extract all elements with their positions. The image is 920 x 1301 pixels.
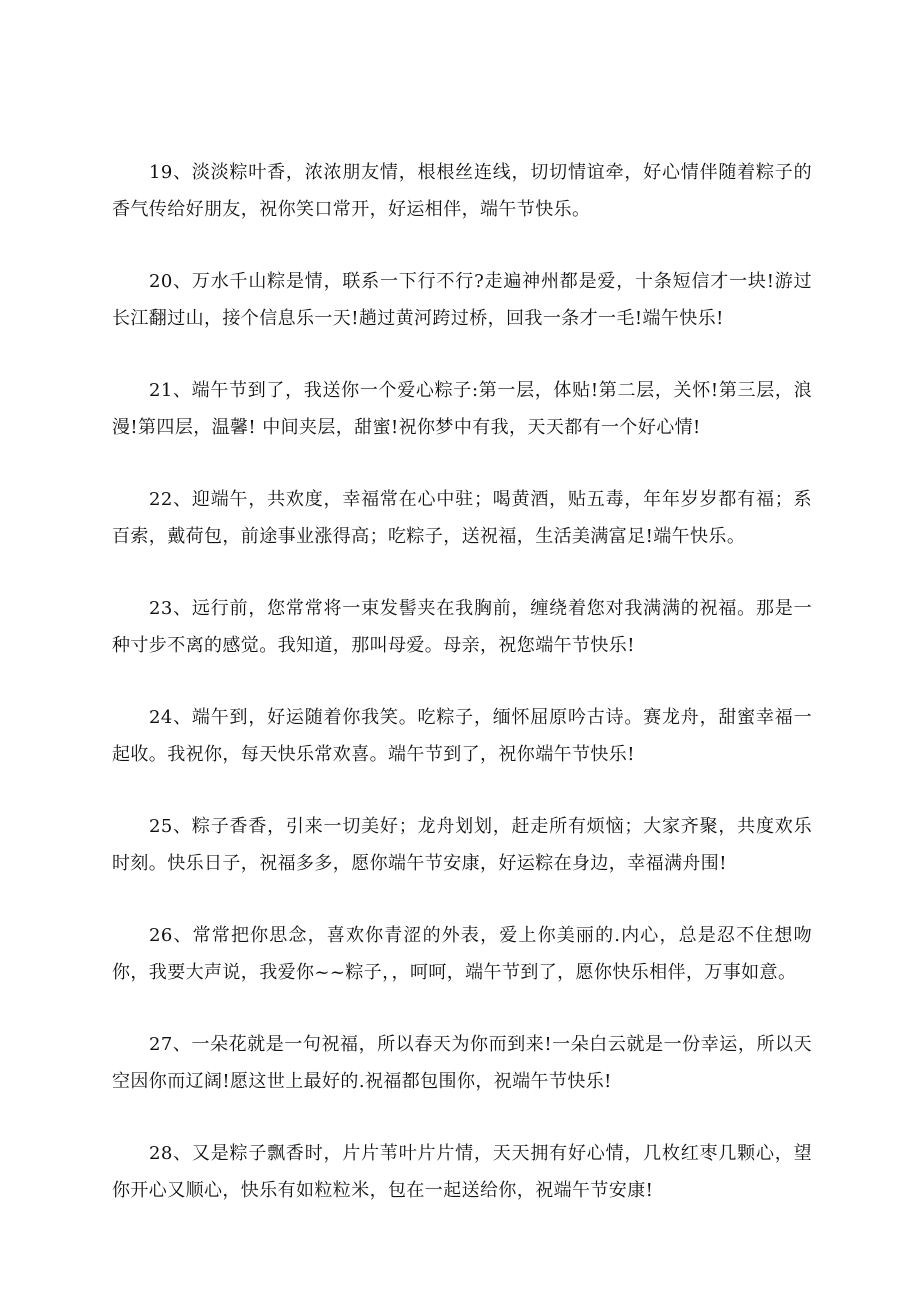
paragraph-28: 28、又是粽子飘香时，片片苇叶片片情，天天拥有好心情，几枚红枣几颗心，望你开心又顺心，快乐有如粒粒米，包在一起送给你，祝端午节安康! xyxy=(112,1143,812,1201)
paragraph-25: 25、粽子香香，引来一切美好；龙舟划划，赶走所有烦恼；大家齐聚，共度欢乐时刻。快乐日子，祝福多多，愿你端午节安康，好运粽在身边，幸福满舟围! xyxy=(112,816,812,874)
paragraph-22: 22、迎端午，共欢度，幸福常在心中驻；喝黄酒，贴五毒，年年岁岁都有福；系百索，戴荷包，前途事业涨得高；吃粽子，送祝福，生活美满富足!端午快乐。 xyxy=(112,489,812,547)
paragraph-26: 26、常常把你思念，喜欢你青涩的外表，爱上你美丽的.内心，总是忍不住想吻你，我要大声说，我爱你~~粽子，，呵呵，端午节到了，愿你快乐相伴，万事如意。 xyxy=(112,925,812,983)
paragraph-19: 19、淡淡粽叶香，浓浓朋友情，根根丝连线，切切情谊牵，好心情伴随着粽子的香气传给好朋友，祝你笑口常开，好运相伴，端午节快乐。 xyxy=(112,162,812,220)
document-body xyxy=(112,154,812,1244)
paragraph-24: 24、端午到，好运随着你我笑。吃粽子，缅怀屈原吟古诗。赛龙舟，甜蜜幸福一起收。我祝你，每天快乐常欢喜。端午节到了，祝你端午节快乐! xyxy=(112,707,812,765)
paragraph-21: 21、端午节到了，我送你一个爱心粽子:第一层，体贴!第二层，关怀!第三层，浪漫!第四层，温馨! 中间夹层，甜蜜!祝你梦中有我，天天都有一个好心情! xyxy=(112,380,812,438)
paragraph-20: 20、万水千山粽是情，联系一下行不行?走遍神州都是爱，十条短信才一块!游过长江翻过山，接个信息乐一天!趟过黄河跨过桥，回我一条才一毛!端午快乐! xyxy=(112,271,812,329)
paragraph-27: 27、一朵花就是一句祝福，所以春天为你而到来!一朵白云就是一份幸运，所以天空因你而辽阔!愿这世上最好的.祝福都包围你，祝端午节快乐! xyxy=(112,1034,812,1092)
paragraph-23: 23、远行前，您常常将一束发髻夹在我胸前，缠绕着您对我满满的祝福。那是一种寸步不离的感觉。我知道，那叫母爱。母亲，祝您端午节快乐! xyxy=(112,598,812,656)
